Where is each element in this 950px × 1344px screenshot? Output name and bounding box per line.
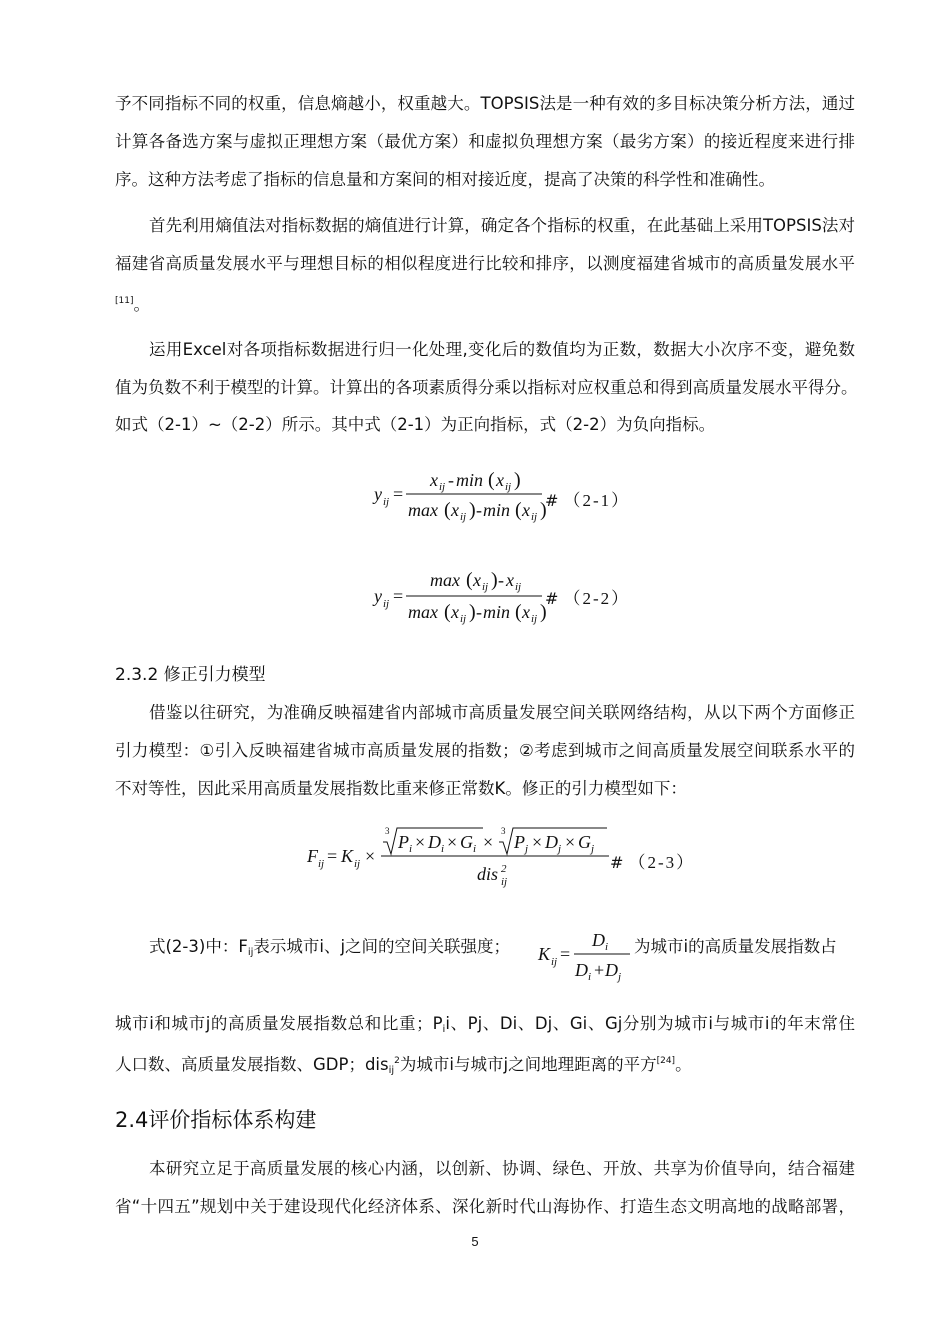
svg-text:j: j [525, 843, 529, 855]
svg-text:D: D [605, 960, 618, 980]
equation-2-3-formula [305, 822, 625, 892]
subscript: i [442, 1024, 446, 1035]
svg-text:2: 2 [501, 863, 507, 875]
svg-text:x: x [522, 602, 530, 622]
subscript: ij [247, 947, 254, 958]
page-number: 5 [471, 1234, 479, 1249]
section-heading-2-3-2: 2.3.2 修正引力模型 [115, 665, 266, 685]
paragraph-line: 计算各备选方案与虚拟正理想方案（最优方案）和虚拟负理想方案（最劣方案）的接近程度来进行排 [115, 132, 855, 151]
svg-text:×: × [365, 846, 376, 866]
equation-2-3 [305, 822, 625, 896]
svg-text:ij: ij [482, 581, 489, 593]
svg-text:max: max [408, 602, 438, 622]
citation: [11] [115, 296, 134, 306]
svg-text:i: i [588, 971, 592, 983]
subscript: ij [388, 1065, 395, 1076]
paragraph-line [149, 936, 549, 964]
svg-text:x: x [506, 570, 514, 590]
svg-text:×: × [447, 832, 458, 852]
svg-text:(: ( [466, 569, 473, 591]
svg-text:-: - [476, 602, 482, 622]
svg-text:G: G [460, 832, 473, 852]
svg-text:F: F [307, 846, 318, 866]
svg-text:(: ( [515, 601, 522, 623]
paragraph-line: 首先利用熵值法对指标数据的熵值进行计算，确定各个指标的权重，在此基础上采用TOPSIS法对 [149, 216, 855, 235]
svg-text:ij: ij [531, 511, 538, 523]
citation: [24] [656, 1056, 676, 1066]
svg-text:-: - [498, 570, 504, 590]
text-run: j、D [477, 1014, 513, 1033]
equation-2-2-tag [545, 584, 630, 609]
svg-text:P: P [398, 832, 409, 852]
text-run: i、P [445, 1014, 478, 1033]
svg-text:-: - [448, 470, 454, 490]
svg-text:ij: ij [383, 496, 390, 508]
svg-text:=: = [393, 484, 404, 504]
svg-text:): ) [469, 601, 476, 623]
equation-number: （2-2） [563, 589, 631, 608]
equation-2-1-tag [545, 486, 630, 511]
hash-mark: # [610, 853, 624, 872]
svg-text:ij: ij [354, 858, 361, 870]
svg-text:): ) [540, 499, 547, 521]
text-run: j、G [547, 1014, 583, 1033]
svg-text:D: D [592, 930, 605, 950]
svg-text:x: x [522, 500, 530, 520]
paragraph-line: 福建省高质量发展水平与理想目标的相似程度进行比较和排序，以测度福建省城市的高质量发展水平 [115, 254, 855, 273]
text-run: i、D [512, 1014, 548, 1033]
svg-text:D: D [428, 832, 441, 852]
svg-text:K: K [538, 944, 551, 964]
text-run: 式(2-3)中：F [149, 937, 248, 956]
equation-k-ij [534, 924, 634, 988]
svg-text:G: G [578, 832, 591, 852]
svg-text:×: × [483, 832, 494, 852]
superscript: 2 [394, 1056, 400, 1066]
svg-text:ij: ij [531, 613, 538, 625]
svg-text:x: x [473, 570, 481, 590]
paragraph-line: 引力模型：①引入反映福建省城市高质量发展的指数；②考虑到城市之间高质量发展空间联系水平的 [115, 741, 855, 760]
text-run: 表示城市i、j之间的空间关联强度； [253, 937, 511, 956]
svg-text:=: = [327, 846, 338, 866]
svg-text:x: x [496, 470, 504, 490]
svg-text:=: = [560, 944, 571, 964]
section-heading-2-4: 2.4评价指标体系构建 [115, 1108, 317, 1132]
svg-text:x: x [451, 500, 459, 520]
svg-text:(: ( [444, 601, 451, 623]
paragraph-line [115, 290, 855, 316]
svg-text:ij: ij [515, 581, 522, 593]
equation-k-ij-formula [534, 924, 634, 984]
svg-text:3: 3 [501, 826, 506, 836]
svg-text:j: j [558, 843, 562, 855]
paragraph-line: 运用Excel对各项指标数据进行归一化处理,变化后的数值均为正数，数据大小次序不变，避免数 [149, 340, 855, 359]
text-run: 城市i和城市j的高质量发展指数总和比重；P [115, 1014, 443, 1033]
svg-text:x: x [451, 602, 459, 622]
equation-number: （2-1） [563, 491, 631, 510]
text-run: 为城市i与城市j之间地理距离的平方 [399, 1055, 657, 1074]
equation-number: （2-3） [628, 853, 696, 872]
svg-text:ij: ij [551, 956, 558, 968]
paragraph-line: 借鉴以往研究，为准确反映福建省内部城市高质量发展空间关联网络结构，从以下两个方面修正 [149, 703, 855, 722]
svg-text:min: min [456, 470, 483, 490]
paragraph-line [115, 1050, 855, 1082]
svg-text:i: i [605, 941, 609, 953]
svg-text:=: = [393, 586, 404, 606]
svg-text:): ) [540, 601, 547, 623]
svg-text:i: i [473, 843, 477, 855]
svg-text:dis: dis [477, 864, 499, 884]
paragraph-line: 不对等性，因此采用高质量发展指数比重来修正常数K。修正的引力模型如下： [115, 779, 687, 798]
hash-mark: # [545, 491, 559, 510]
svg-text:j: j [591, 843, 595, 855]
svg-text:D: D [575, 960, 588, 980]
svg-text:y: y [374, 484, 382, 504]
svg-text:D: D [545, 832, 558, 852]
svg-text:(: ( [515, 499, 522, 521]
hash-mark: # [545, 589, 559, 608]
svg-text:×: × [565, 832, 576, 852]
paragraph-line: 如式（2-1）~（2-2）所示。其中式（2-1）为正向指标，式（2-2）为负向指标。 [115, 415, 716, 434]
svg-text:min: min [483, 500, 510, 520]
svg-text:(: ( [488, 469, 495, 491]
svg-text:j: j [618, 971, 622, 983]
svg-text:): ) [469, 499, 476, 521]
svg-text:i: i [441, 843, 445, 855]
svg-text:): ) [514, 469, 521, 491]
svg-text:ij: ij [383, 598, 390, 610]
text-run: j分别为城市i与城市i的年末常住 [617, 1014, 856, 1033]
svg-text:ij: ij [505, 481, 512, 493]
paragraph-line: 为城市i的高质量发展指数占 [634, 937, 837, 956]
svg-text:i: i [409, 843, 413, 855]
svg-text:ij: ij [501, 876, 508, 888]
punct: 。 [675, 1055, 692, 1074]
svg-text:K: K [341, 846, 354, 866]
svg-text:+: + [594, 960, 605, 980]
svg-text:-: - [476, 500, 482, 520]
paragraph-line: 予不同指标不同的权重，信息熵越小，权重越大。TOPSIS法是一种有效的多目标决策分析方法，通过 [115, 94, 855, 113]
svg-text:P: P [514, 832, 525, 852]
paragraph-line: 值为负数不利于模型的计算。计算出的各项素质得分乘以指标对应权重总和得到高质量发展水平得分。 [115, 378, 858, 397]
svg-text:min: min [483, 602, 510, 622]
svg-text:×: × [415, 832, 426, 852]
svg-text:ij: ij [318, 858, 325, 870]
svg-text:): ) [491, 569, 498, 591]
text-run: 人口数、高质量发展指数、GDP；dis [115, 1055, 389, 1074]
paragraph-line [115, 1013, 855, 1041]
svg-text:(: ( [444, 499, 451, 521]
svg-text:×: × [532, 832, 543, 852]
svg-text:max: max [408, 500, 438, 520]
svg-text:ij: ij [460, 511, 467, 523]
paragraph-line: 本研究立足于高质量发展的核心内涵，以创新、协调、绿色、开放、共享为价值导向，结合福建 [149, 1159, 855, 1178]
paragraph-line: 序。这种方法考虑了指标的信息量和方案间的相对接近度，提高了决策的科学性和准确性。 [115, 170, 775, 189]
svg-text:max: max [430, 570, 460, 590]
svg-text:ij: ij [460, 613, 467, 625]
svg-text:3: 3 [385, 826, 390, 836]
punct: 。 [133, 295, 150, 314]
svg-text:y: y [374, 586, 382, 606]
svg-text:ij: ij [439, 481, 446, 493]
text-run: i、G [582, 1014, 618, 1033]
paragraph-line: 省“十四五”规划中关于建设现代化经济体系、深化新时代山海协作、打造生态文明高地的战略部署， [115, 1197, 855, 1216]
equation-2-3-tag [610, 848, 695, 873]
svg-text:x: x [430, 470, 438, 490]
